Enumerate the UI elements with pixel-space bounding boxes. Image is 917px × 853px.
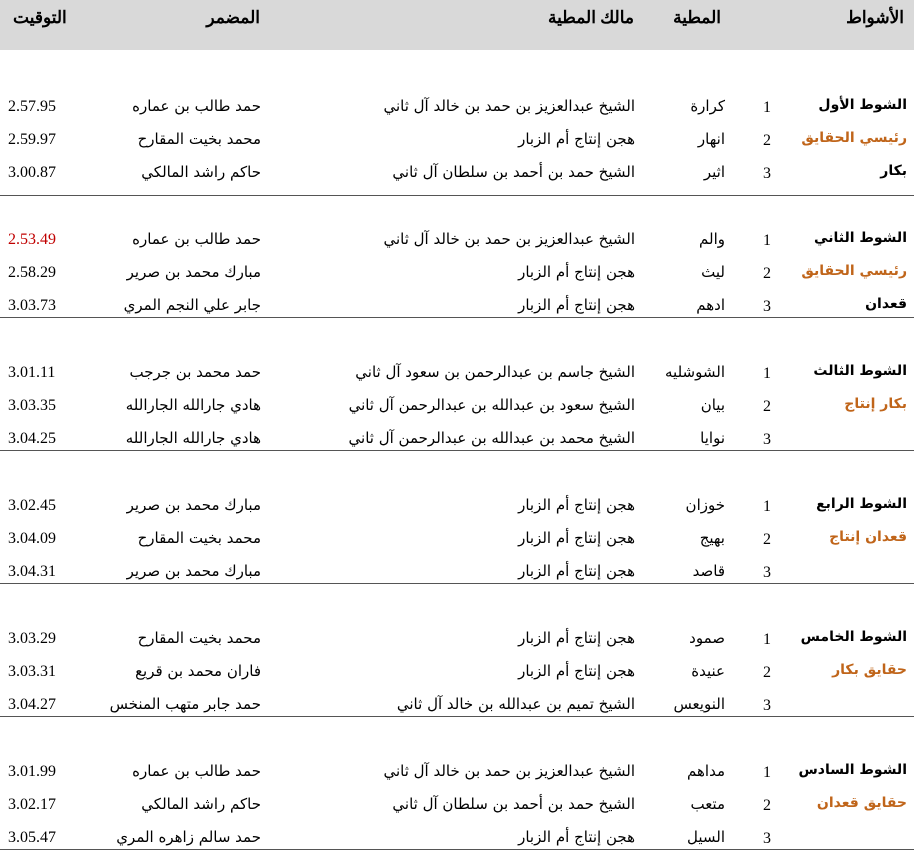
trainer-name: حاكم راشد المالكي [141,163,261,181]
owner-name: هجن إنتاج أم الزبار [518,629,635,647]
rank-number: 2 [763,265,771,282]
heat-divider [0,849,914,850]
table-header [0,0,914,50]
owner-name: هجن إنتاج أم الزبار [518,662,635,680]
rank-number: 3 [763,431,771,448]
rank-number: 2 [763,531,771,548]
race-time: 3.03.31 [8,663,56,680]
heat-extra-label: قعدان [865,296,907,312]
heat-title: الشوط الثاني [814,230,907,246]
heat-title: الشوط الأول [818,97,907,113]
header-camel: المطية [673,8,721,27]
rank-number: 1 [763,232,771,249]
race-time: 3.02.45 [8,497,56,514]
rank-number: 1 [763,631,771,648]
camel-name: عنيدة [691,662,725,680]
trainer-name: حمد سالم زاهره المري [116,828,261,846]
trainer-name: مبارك محمد بن صرير [126,496,261,514]
camel-name: بيان [700,396,725,414]
trainer-name: فاران محمد بن قريع [135,662,261,680]
trainer-name: حمد طالب بن عماره [132,762,261,780]
race-time: 3.03.29 [8,630,56,647]
owner-name: الشيخ سعود بن عبدالله بن عبدالرحمن آل ثاني [348,396,635,414]
rank-number: 3 [763,830,771,847]
heat-category: حقايق بكار [832,662,907,678]
owner-name: هجن إنتاج أم الزبار [518,496,635,514]
trainer-name: مبارك محمد بن صرير [126,562,261,580]
trainer-name: مبارك محمد بن صرير [126,263,261,281]
camel-name: ادهم [696,296,725,314]
owner-name: هجن إنتاج أم الزبار [518,529,635,547]
camel-name: بهيج [699,529,725,547]
rank-number: 3 [763,564,771,581]
owner-name: الشيخ عبدالعزيز بن حمد بن خالد آل ثاني [383,97,635,115]
camel-name: كرارة [690,97,725,115]
race-time: 3.04.27 [8,696,56,713]
heat-title: الشوط الرابع [816,496,907,512]
heat-category: رئيسي الحقايق [801,130,907,146]
owner-name: هجن إنتاج أم الزبار [518,562,635,580]
rank-number: 1 [763,764,771,781]
owner-name: الشيخ حمد بن أحمد بن سلطان آل ثاني [392,163,635,181]
header-heats: الأشواط [846,8,904,27]
heat-category: حقايق قعدان [816,795,907,811]
trainer-name: حمد محمد بن جرجب [129,363,261,381]
rank-number: 1 [763,365,771,382]
heat-divider [0,716,914,717]
rank-number: 3 [763,165,771,182]
heat-category: رئيسي الحقايق [801,263,907,279]
owner-name: هجن إنتاج أم الزبار [518,296,635,314]
rank-number: 2 [763,398,771,415]
owner-name: هجن إنتاج أم الزبار [518,263,635,281]
camel-name: اثير [703,163,725,181]
race-time: 3.02.17 [8,796,56,813]
race-time: 3.01.11 [8,364,56,381]
camel-name: نوايا [700,429,725,447]
rank-number: 1 [763,99,771,116]
heat-divider [0,195,914,196]
trainer-name: جابر علي النجم المري [123,296,261,314]
owner-name: الشيخ عبدالعزيز بن حمد بن خالد آل ثاني [383,762,635,780]
trainer-name: محمد بخيت المقارح [137,629,261,647]
camel-name: النويعس [673,695,725,713]
owner-name: هجن إنتاج أم الزبار [518,130,635,148]
heat-divider [0,583,914,584]
race-time: 3.05.47 [8,829,56,846]
heat-category: قعدان إنتاج [829,529,907,545]
race-time: 3.01.99 [8,763,56,780]
heat-category: بكار إنتاج [844,396,907,412]
camel-name: الشوشليه [665,363,725,381]
camel-name: والم [699,230,725,248]
rank-number: 3 [763,298,771,315]
camel-name: صمود [689,629,725,647]
camel-name: ليث [701,263,725,281]
trainer-name: حمد طالب بن عماره [132,97,261,115]
rank-number: 2 [763,132,771,149]
trainer-name: هادي جارالله الجارالله [125,396,261,414]
owner-name: الشيخ تميم بن عبدالله بن خالد آل ثاني [396,695,635,713]
header-trainer: المضمر [206,8,260,27]
camel-name: انهار [697,130,725,148]
race-time: 3.00.87 [8,164,56,181]
heat-title: الشوط الثالث [813,363,907,379]
header-owner: مالك المطية [548,8,634,27]
camel-name: خوزان [685,496,725,514]
owner-name: الشيخ جاسم بن عبدالرحمن بن سعود آل ثاني [355,363,635,381]
trainer-name: محمد بخيت المقارح [137,130,261,148]
heat-divider [0,450,914,451]
camel-name: قاصد [692,562,725,580]
camel-name: مداهم [687,762,725,780]
race-time: 3.04.25 [8,430,56,447]
trainer-name: حمد جابر متهب المنخس [109,695,261,713]
heat-title: الشوط الخامس [800,629,907,645]
rank-number: 1 [763,498,771,515]
rank-number: 2 [763,664,771,681]
race-time: 3.04.31 [8,563,56,580]
owner-name: الشيخ عبدالعزيز بن حمد بن خالد آل ثاني [383,230,635,248]
owner-name: الشيخ حمد بن أحمد بن سلطان آل ثاني [392,795,635,813]
heat-title: الشوط السادس [798,762,907,778]
header-time: التوقيت [13,8,67,27]
race-time: 3.03.35 [8,397,56,414]
rank-number: 3 [763,697,771,714]
heat-divider [0,317,914,318]
race-time: 2.58.29 [8,264,56,281]
camel-name: السيل [686,828,725,846]
trainer-name: محمد بخيت المقارح [137,529,261,547]
rank-number: 2 [763,797,771,814]
trainer-name: حاكم راشد المالكي [141,795,261,813]
owner-name: الشيخ محمد بن عبدالله بن عبدالرحمن آل ثاني [348,429,635,447]
race-time: 3.03.73 [8,297,56,314]
camel-name: متعب [690,795,725,813]
race-time: 3.04.09 [8,530,56,547]
heat-extra-label: بكار [880,163,907,179]
owner-name: هجن إنتاج أم الزبار [518,828,635,846]
race-time: 2.57.95 [8,98,56,115]
race-time: 2.59.97 [8,131,56,148]
trainer-name: هادي جارالله الجارالله [125,429,261,447]
race-time: 2.53.49 [8,231,56,248]
trainer-name: حمد طالب بن عماره [132,230,261,248]
